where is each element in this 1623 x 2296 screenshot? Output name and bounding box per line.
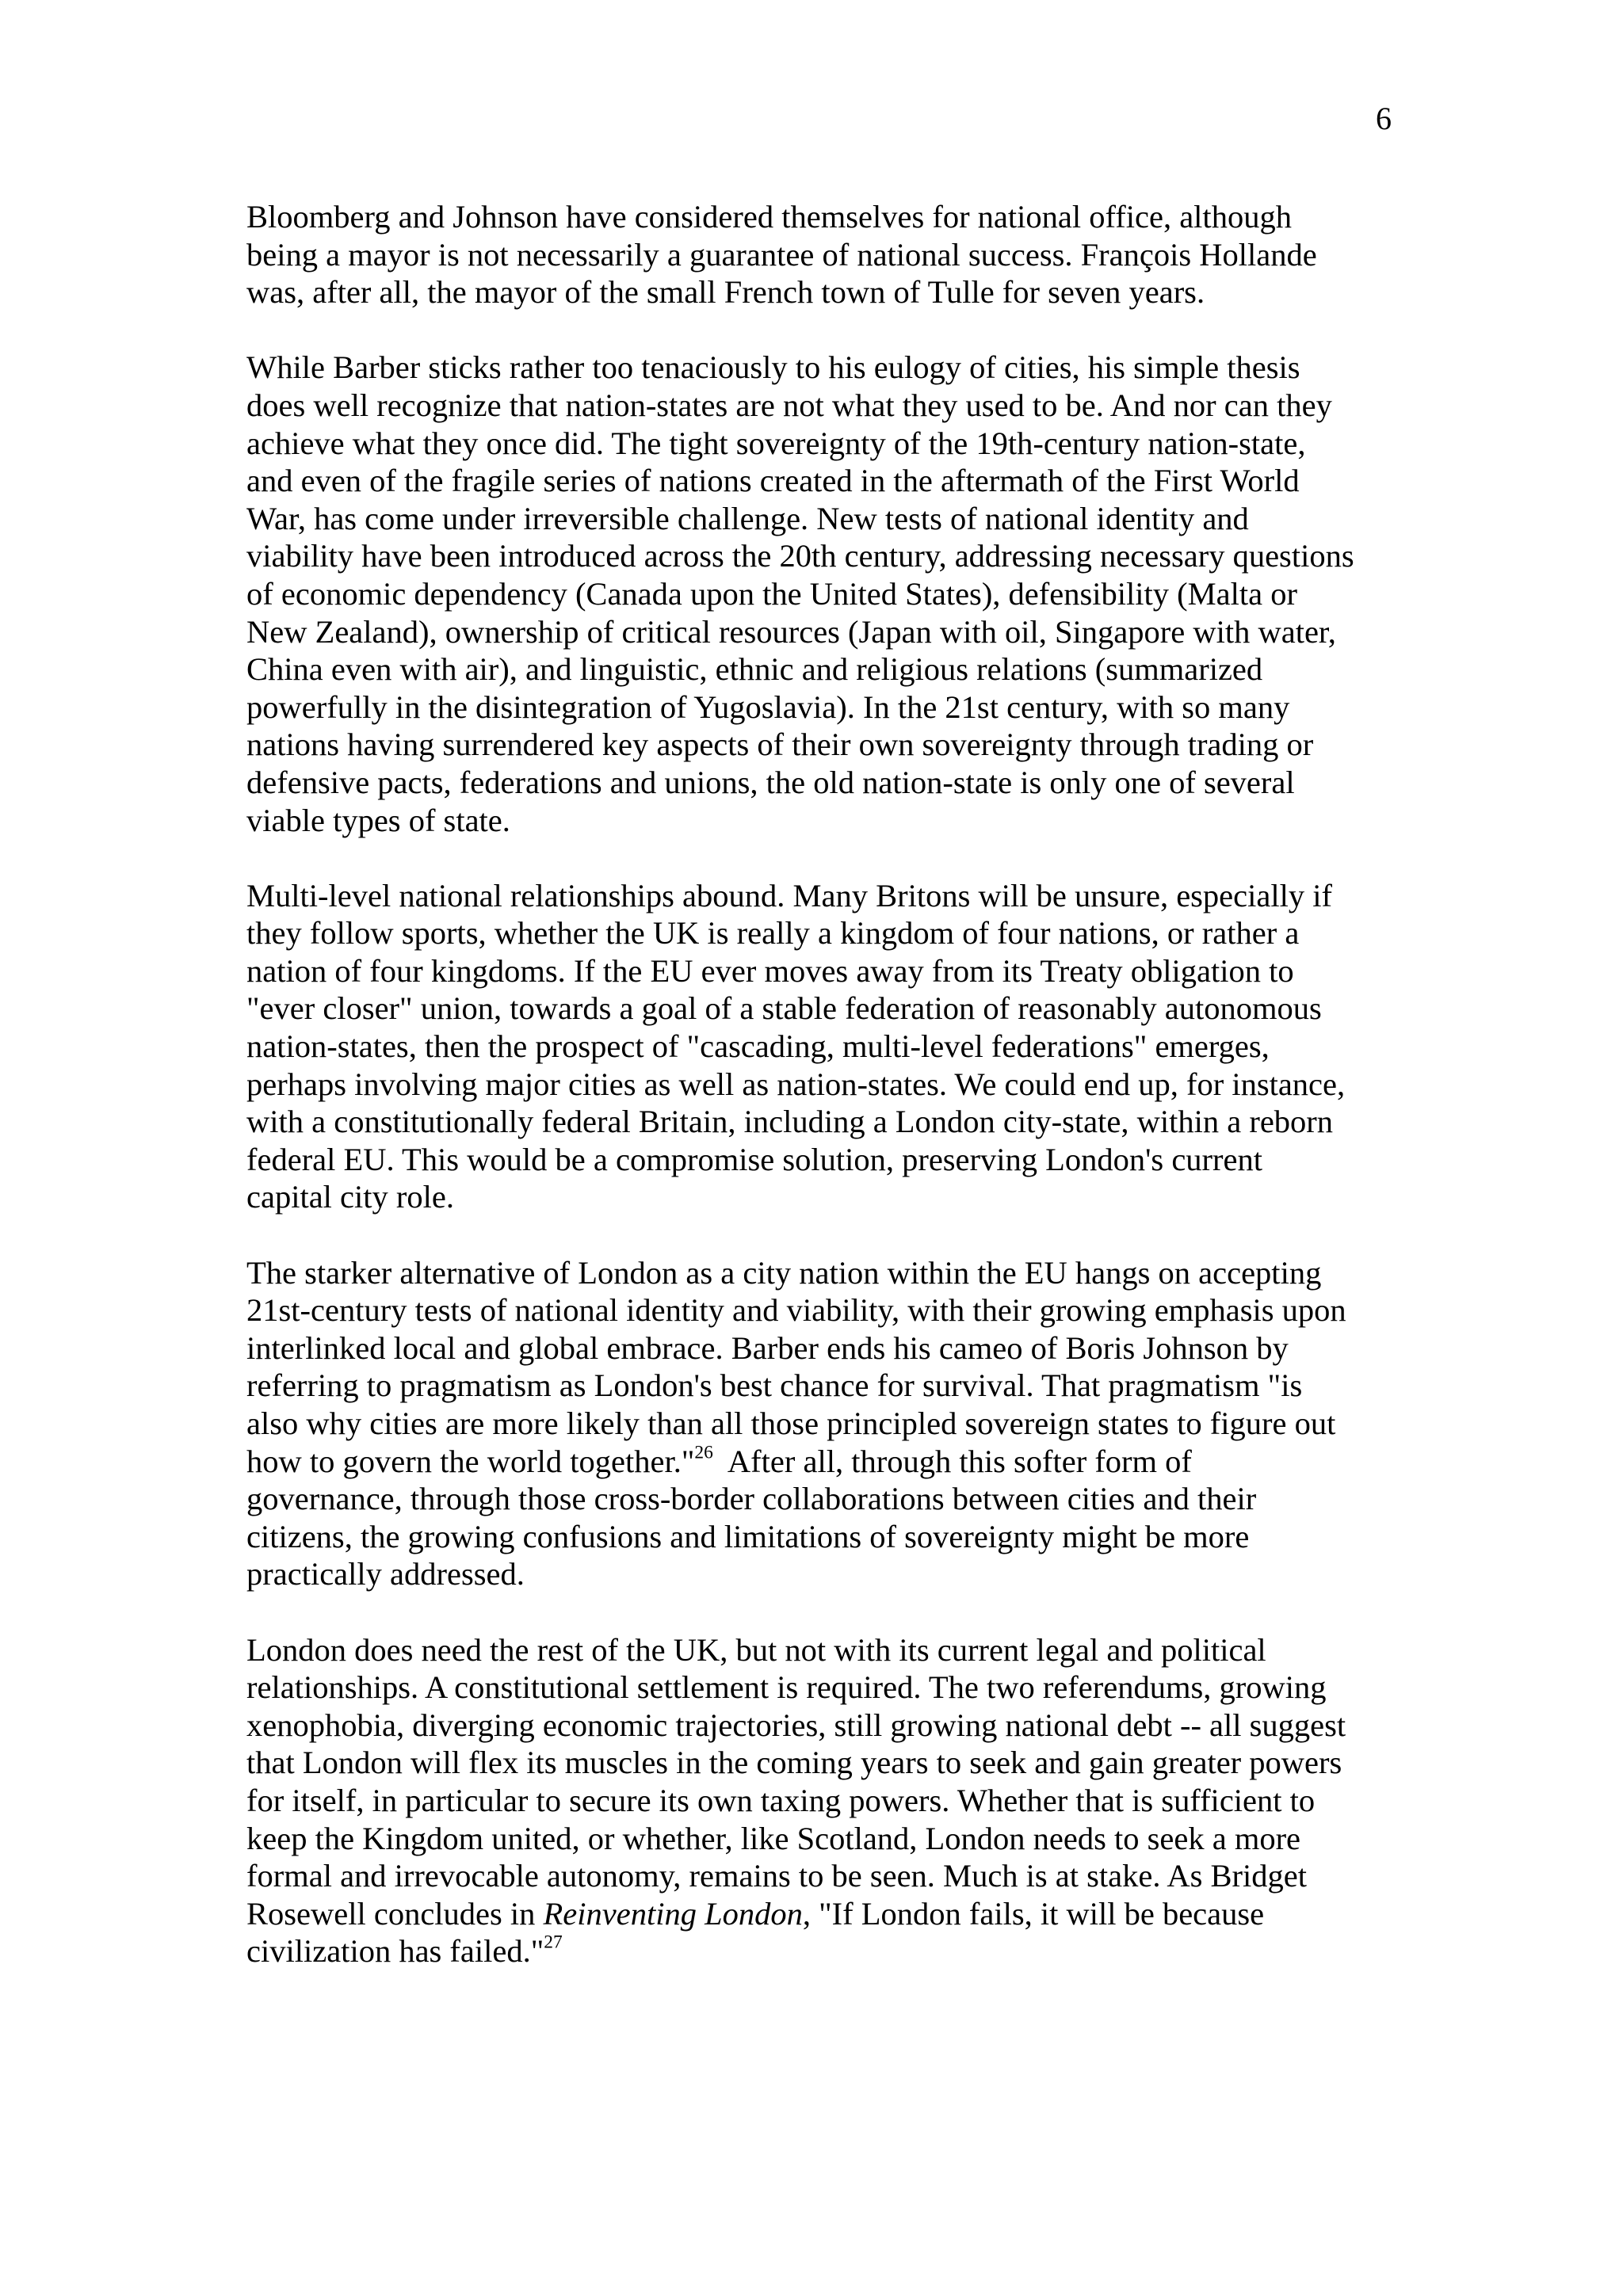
paragraph-city-nation: [246, 1254, 1403, 1593]
text-line: 21st-century tests of national identity and viability, with their growing emphasis upon: [246, 1292, 1346, 1329]
text-line: Multi-level national relationships abound. Many Britons will be unsure, especially if: [246, 877, 1332, 913]
text-line: viable types of state.: [246, 802, 510, 838]
text-line: with a constitutionally federal Britain, including a London city-state, within a reborn: [246, 1104, 1334, 1140]
text-line: formal and irrevocable autonomy, remains to be seen. Much is at stake. As Bridget: [246, 1858, 1308, 1894]
text-line: achieve what they once did. The tight sovereignty of the 19th-century nation-state,: [246, 425, 1306, 461]
book-title: Reinventing London: [543, 1895, 803, 1932]
text-line-with-title: [246, 1895, 1403, 1933]
paragraph-mayors: [246, 198, 1403, 311]
text-line-with-footnote: [246, 1932, 1403, 1970]
text-line-with-footnote: [246, 1443, 1403, 1481]
text-line: that London will flex its muscles in the coming years to seek and gain greater powers: [246, 1745, 1342, 1781]
text-line: referring to pragmatism as London's best chance for survival. That pragmatism "is: [246, 1367, 1303, 1404]
text-line: nations having surrendered key aspects of their own sovereignty through trading or: [246, 727, 1314, 763]
text-line: interlinked local and global embrace. Barber ends his cameo of Boris Johnson by: [246, 1329, 1289, 1366]
text-line: "ever closer" union, towards a goal of a stable federation of reasonably autonomous: [246, 990, 1322, 1027]
text-line: also why cities are more likely than all those principled sovereign states to figure out: [246, 1405, 1336, 1441]
paragraph-conclusion: [246, 1631, 1403, 1970]
text-line: federal EU. This would be a compromise solution, preserving London's current: [246, 1141, 1262, 1177]
text-line: While Barber sticks rather too tenaciously to his eulogy of cities, his simple thesis: [246, 349, 1300, 386]
text-line: and even of the fragile series of nations created in the aftermath of the First World: [246, 463, 1300, 499]
text-line: capital city role.: [246, 1179, 455, 1215]
text-line: nation-states, then the prospect of "cascading, multi-level federations" emerges,: [246, 1028, 1270, 1065]
text-line: nation of four kingdoms. If the EU ever moves away from its Treaty obligation to: [246, 952, 1294, 989]
text-segment: how to govern the world together.": [246, 1443, 695, 1479]
text-line: they follow sports, whether the UK is really a kingdom of four nations, or rather a: [246, 915, 1300, 952]
text-line: of economic dependency (Canada upon the United States), defensibility (Malta or: [246, 575, 1297, 612]
text-line: War, has come under irreversible challenge. New tests of national identity and: [246, 500, 1249, 536]
text-segment: civilization has failed.": [246, 1933, 544, 1970]
text-segment: Rosewell concludes in: [246, 1895, 544, 1932]
text-line: defensive pacts, federations and unions, the old nation-state is only one of several: [246, 764, 1295, 800]
text-line: keep the Kingdom united, or whether, like Scotland, London needs to seek a more: [246, 1820, 1301, 1856]
text-line: governance, through those cross-border collaborations between cities and their: [246, 1481, 1257, 1517]
footnote-marker: 27: [544, 1932, 563, 1953]
paragraph-multi-level: [246, 877, 1403, 1216]
page-number: 6: [1376, 101, 1392, 136]
text-line: New Zealand), ownership of critical resources (Japan with oil, Singapore with water,: [246, 613, 1336, 650]
text-line: The starker alternative of London as a city nation within the EU hangs on accepting: [246, 1254, 1322, 1291]
text-line: for itself, in particular to secure its own taxing powers. Whether that is sufficient to: [246, 1782, 1316, 1818]
text-line: does well recognize that nation-states are not what they used to be. And nor can they: [246, 387, 1332, 423]
text-line: Bloomberg and Johnson have considered themselves for national office, although: [246, 199, 1292, 235]
text-line: was, after all, the mayor of the small French town of Tulle for seven years.: [246, 274, 1205, 311]
text-line: practically addressed.: [246, 1556, 525, 1592]
text-line: viability have been introduced across the 20th century, addressing necessary questions: [246, 538, 1354, 574]
footnote-marker: 26: [694, 1441, 713, 1463]
text-line: China even with air), and linguistic, ethnic and religious relations (summarized: [246, 651, 1263, 688]
paragraph-nation-states: [246, 349, 1403, 839]
body-text: [246, 198, 1403, 2008]
text-segment: , "If London fails, it will be because: [802, 1895, 1265, 1932]
text-segment: After all, through this softer form of: [712, 1443, 1192, 1479]
text-line: perhaps involving major cities as well as nation-states. We could end up, for instance,: [246, 1066, 1346, 1102]
text-line: xenophobia, diverging economic trajectories, still growing national debt -- all suggest: [246, 1707, 1346, 1743]
text-line: citizens, the growing confusions and limitations of sovereignty might be more: [246, 1518, 1250, 1554]
text-line: relationships. A constitutional settlement is required. The two referendums, growing: [246, 1669, 1327, 1706]
text-line: being a mayor is not necessarily a guarantee of national success. François Hollande: [246, 236, 1317, 273]
text-line: powerfully in the disintegration of Yugoslavia). In the 21st century, with so many: [246, 688, 1290, 725]
text-line: London does need the rest of the UK, but not with its current legal and political: [246, 1631, 1266, 1668]
